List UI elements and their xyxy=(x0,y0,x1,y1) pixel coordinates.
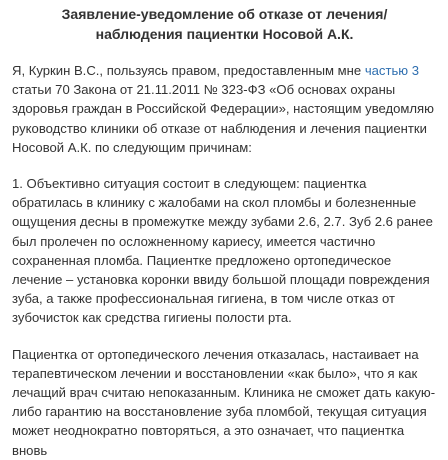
paragraph-intro-text-before: Я, Куркин В.С., пользуясь правом, предоставленным мне xyxy=(12,63,365,78)
document-title: Заявление-уведомление об отказе от лечения/наблюдения пациентки Носовой А.К. xyxy=(61,6,388,42)
paragraph-reason-1: 1. Объективно ситуация состоит в следующем: пациентка обратилась в клинику с жалобами на скол пломбы и болезненные ощущения десны в промежутке между зубами 2.6, 2.7. Зуб 2.6 ранее был пролечен по осложненному кариесу, имеется частично сохраненная пломба. Пациентке предложено ортопедическое лечение – установка коронки ввиду большой площади повреждения зуба, а также профессиональная гигиена, в том числе отказ от зубочисток как средства гигиены полости рта. xyxy=(12,176,433,326)
paragraph-reason-2: Пациентка от ортопедического лечения отказалась, настаивает на терапевтическом лечении и восстановлении «как было», что я как лечащий врач считаю непоказанным. Клиника не сможет дать какую-либо гарантию на восстановление зуба пломбой, текущая ситуация может неоднократно повторяться, а это означает, что пациентка вновь xyxy=(12,346,436,458)
paragraph-intro-text-after: статьи 70 Закона от 21.11.2011 № 323-ФЗ «Об основах охраны здоровья граждан в Российской Федерации», настоящим уведомляю руководство клиники об отказе от наблюдения и лечения пациентки Носовой А.К. по следующим причинам: xyxy=(12,82,434,155)
paragraph-intro xyxy=(12,61,437,157)
law-part-link[interactable]: частью 3 xyxy=(364,63,420,78)
